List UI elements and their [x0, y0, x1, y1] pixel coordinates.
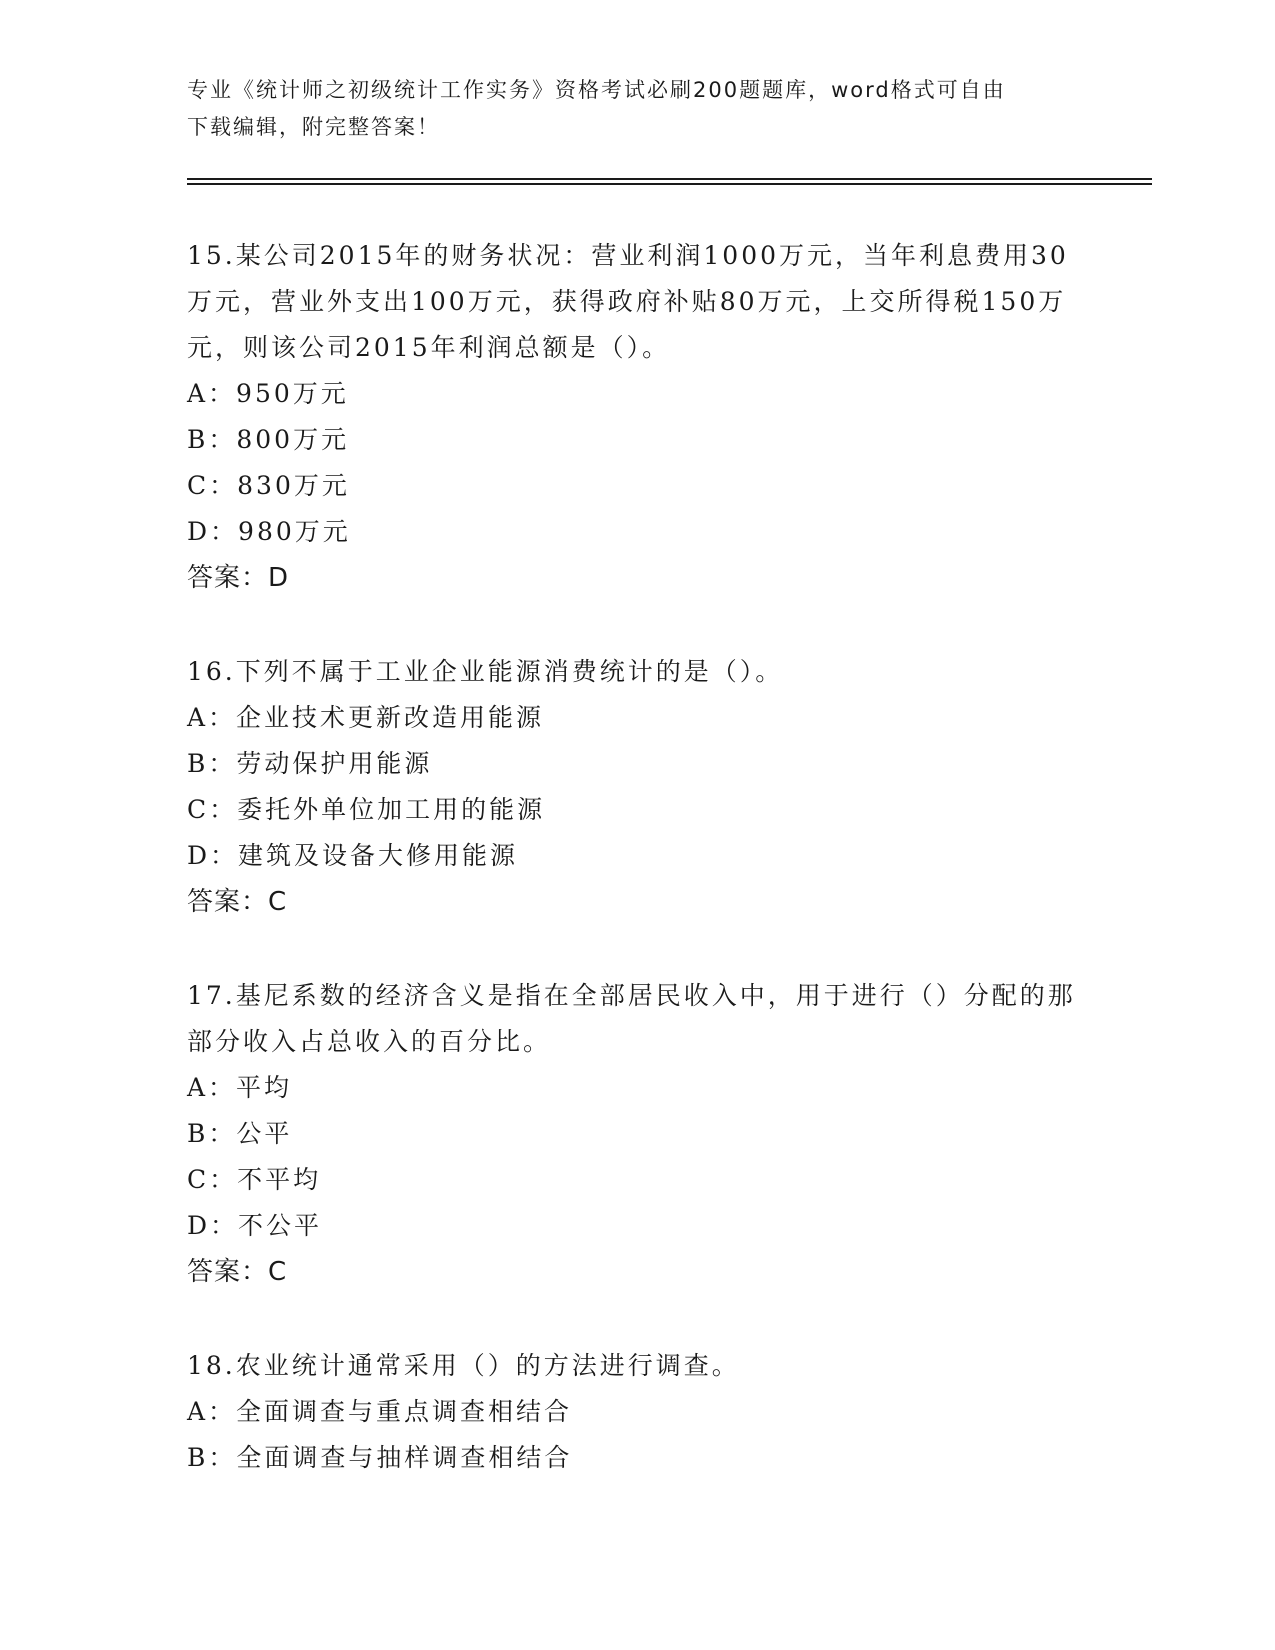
question-15 — [187, 233, 1087, 601]
header-divider-top — [187, 178, 1152, 180]
header-line-2: 下载编辑，附完整答案！ — [187, 115, 440, 139]
option-d: D：建筑及设备大修用能源 — [187, 841, 519, 870]
option-c: C：830万元 — [187, 471, 350, 500]
question-16 — [187, 649, 1087, 925]
question-stem: 17.基尼系数的经济含义是指在全部居民收入中，用于进行（）分配的那部分收入占总收入的百分比。 — [187, 981, 1076, 1056]
option-b: B：劳动保护用能源 — [187, 749, 433, 778]
answer-label: 答案：C — [187, 1257, 288, 1287]
question-18 — [187, 1343, 1087, 1481]
option-c: C：不平均 — [187, 1165, 322, 1194]
header-line-1: 专业《统计师之初级统计工作实务》资格考试必刷200题题库，word格式可自由 — [187, 78, 1006, 102]
option-d: D：不公平 — [187, 1211, 323, 1240]
option-a: A：950万元 — [187, 379, 349, 408]
question-stem: 18.农业统计通常采用（）的方法进行调查。 — [187, 1351, 740, 1380]
option-d: D：980万元 — [187, 517, 351, 546]
answer-label: 答案：D — [187, 563, 290, 593]
option-a: A：企业技术更新改造用能源 — [187, 703, 545, 732]
option-b: B：全面调查与抽样调查相结合 — [187, 1443, 573, 1472]
answer-label: 答案：C — [187, 887, 288, 917]
option-c: C：委托外单位加工用的能源 — [187, 795, 546, 824]
header-divider-bottom — [187, 183, 1152, 185]
option-b: B：公平 — [187, 1119, 293, 1148]
option-a: A：平均 — [187, 1073, 293, 1102]
option-b: B：800万元 — [187, 425, 350, 454]
option-a: A：全面调查与重点调查相结合 — [187, 1397, 573, 1426]
question-stem: 15.某公司2015年的财务状况：营业利润1000万元，当年利息费用30万元，营业外支出100万元，获得政府补贴80万元，上交所得税150万元，则该公司2015年利润总额是（）。 — [187, 241, 1069, 362]
question-17 — [187, 973, 1087, 1295]
question-stem: 16.下列不属于工业企业能源消费统计的是（）。 — [187, 657, 784, 686]
question-list — [187, 233, 1087, 1529]
document-header — [187, 72, 1087, 146]
